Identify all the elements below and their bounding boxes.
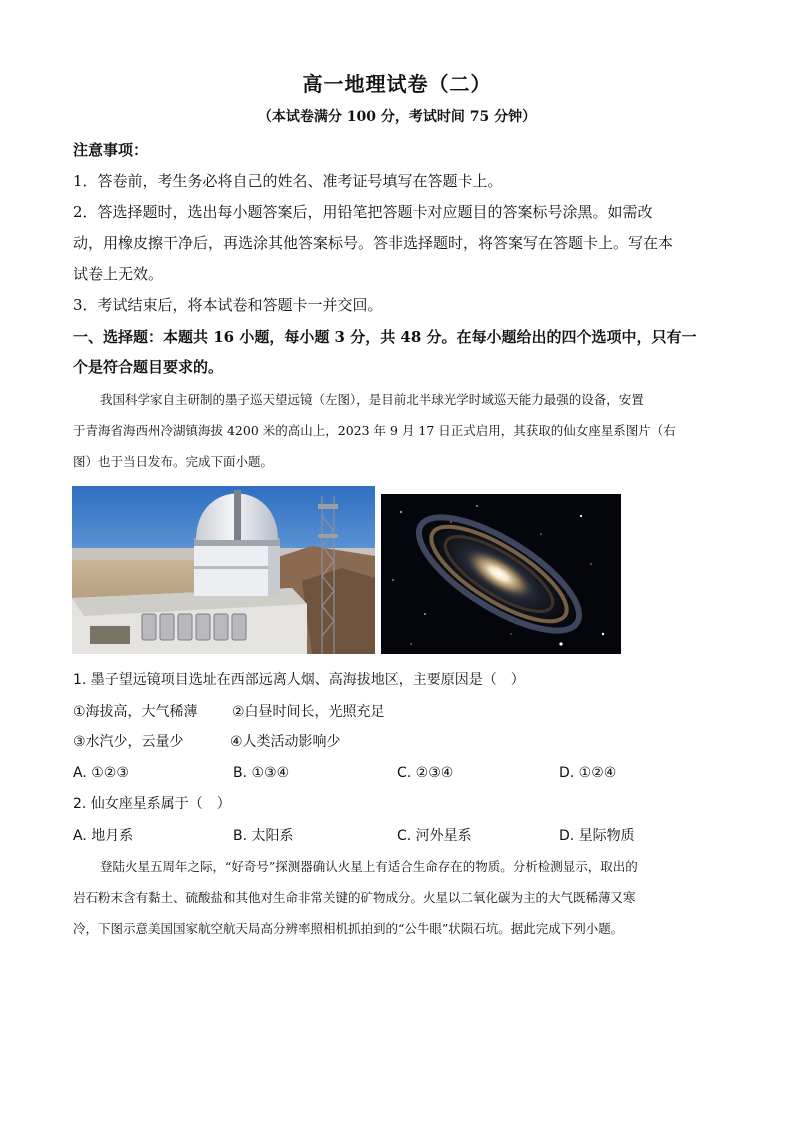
passage-2-line-2: 岩石粉末含有黏土、硫酸盐和其他对生命非常关键的矿物成分。火星以二氧化碳为主的大气既稀薄又寒 — [73, 890, 636, 905]
q1-statement-2: ②白昼时间长，光照充足 — [232, 704, 385, 720]
passage-1-line-2: 于青海省海西州冷湖镇海拔 4200 米的高山上，2023 年 9 月 17 日正式启用，其获取的仙女座星系图片（右 — [73, 423, 676, 438]
passage-1-line-1: 我国科学家自主研制的墨子巡天望远镜（左图），是目前北半球光学时域巡天能力最强的设备，安置 — [100, 392, 644, 407]
q1-option-b: B. ①③④ — [233, 765, 290, 781]
q2-option-c: C. 河外星系 — [397, 828, 472, 844]
q2-option-d: D. 星际物质 — [559, 828, 635, 844]
q1-option-a: A. ①②③ — [73, 765, 129, 781]
q2-option-a: A. 地月系 — [73, 828, 134, 844]
notice-item-1: 1．答卷前，考生务必将自己的姓名、准考证号填写在答题卡上。 — [73, 172, 503, 190]
galaxy-photo — [381, 494, 621, 654]
telescope-photo — [72, 486, 375, 654]
notice-item-3: 3．考试结束后，将本试卷和答题卡一并交回。 — [73, 296, 383, 314]
passage-1-line-3: 图）也于当日发布。完成下面小题。 — [73, 454, 274, 469]
q1-statement-3: ③水汽少，云量少 — [73, 734, 184, 750]
q1-option-c: C. ②③④ — [397, 765, 454, 781]
question-1-stem: 1. 墨子望远镜项目选址在西部远离人烟、高海拔地区，主要原因是（ ） — [73, 672, 525, 688]
q1-statement-1: ①海拔高，大气稀薄 — [73, 704, 198, 720]
notice-item-2-line-1: 2．答选择题时，选出每小题答案后，用铅笔把答题卡对应题目的答案标号涂黑。如需改 — [73, 203, 653, 221]
q1-statement-4: ④人类活动影响少 — [230, 734, 341, 750]
q2-option-b: B. 太阳系 — [233, 828, 294, 844]
page-title: 高一地理试卷（二） — [302, 72, 492, 96]
question-2-stem: 2. 仙女座星系属于（ ） — [73, 796, 231, 812]
section-heading-line-2: 个是符合题目要求的。 — [73, 358, 224, 376]
page-subtitle: （本试卷满分 100 分，考试时间 75 分钟） — [257, 109, 537, 125]
q1-option-d: D. ①②④ — [559, 765, 617, 781]
passage-2-line-1: 登陆火星五周年之际，“好奇号”探测器确认火星上有适合生命存在的物质。分析检测显示，取出的 — [100, 859, 638, 874]
notice-item-2-line-2: 动，用橡皮擦干净后，再选涂其他答案标号。答非选择题时，将答案写在答题卡上。写在本 — [73, 234, 674, 252]
passage-2-line-3: 冷，下图示意美国国家航空航天局高分辨率照相机抓拍到的“公牛眼”状陨石坑。据此完成下列小题。 — [73, 921, 624, 936]
section-heading-line-1: 一、选择题：本题共 16 小题，每小题 3 分，共 48 分。在每小题给出的四个选项中，只有一 — [73, 328, 697, 346]
notice-item-2-line-3: 试卷上无效。 — [73, 265, 164, 283]
notice-heading: 注意事项： — [73, 141, 149, 159]
